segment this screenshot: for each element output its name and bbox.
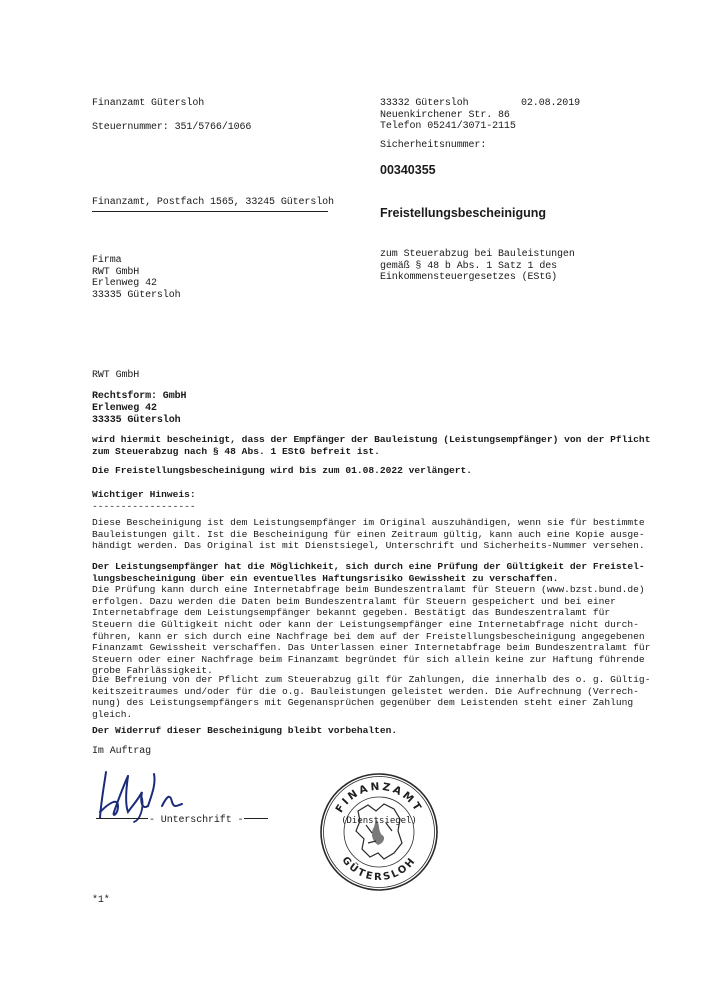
paragraph-line: Die Befreiung von der Pflicht zum Steuerabzug gilt für Zahlungen, die innerhalb des o. g. Gültig-	[92, 674, 651, 685]
paragraph-line: Steuern die Gültigkeit nicht oder kann der Leistungsempfänger eine Internetabfrage nicht durch-	[92, 618, 639, 630]
recipient-address	[92, 255, 181, 301]
security-number: 00340355	[380, 163, 436, 177]
return-address-rule	[92, 211, 328, 212]
seal-top-text: FINANZAMT	[333, 780, 425, 816]
paragraph-original	[92, 517, 645, 552]
paragraph-line: gleich.	[92, 708, 133, 720]
paragraph-line: Die Prüfung kann durch eine Internetabfrage beim Bundeszentralamt für Steuern (www.bzst.bund.de)	[92, 584, 645, 596]
tax-number: Steuernummer: 351/5766/1066	[92, 122, 252, 133]
paragraph-line: erfolgen. Dazu werden die Daten beim Bundeszentralamt für Steuern gespeichert und bei einer	[92, 595, 616, 607]
notice-underline: ------------------	[92, 501, 196, 512]
subtitle-line: Einkommensteuergesetzes (EStG)	[380, 272, 558, 283]
official-seal	[318, 771, 440, 893]
paragraph-bold-line: lungsbescheinigung über ein eventuelles Haftungsrisiko Gewissheit zu verschaffen.	[92, 572, 559, 584]
subtitle-line: zum Steuerabzug bei Bauleistungen	[380, 249, 575, 260]
recipient-line: 33335 Gütersloh	[92, 289, 181, 301]
statement-line: zum Steuerabzug nach § 48 Abs. 1 EStG befreit ist.	[92, 445, 380, 457]
certificate-subtitle	[380, 249, 575, 284]
company-city: 33335 Gütersloh	[92, 415, 181, 426]
recipient-line: Erlenweg 42	[92, 278, 157, 289]
in-order: Im Auftrag	[92, 746, 152, 757]
security-label: Sicherheitsnummer:	[380, 140, 487, 151]
extension-note: Die Freistellungsbescheinigung wird bis zum 01.08.2022 verlängert.	[92, 465, 472, 476]
statement-line: wird hiermit bescheinigt, dass der Empfänger der Bauleistung (Leistungsempfänger) von der Pflicht	[92, 434, 651, 445]
seal-center-text: (Dienstsiegel)	[341, 816, 417, 826]
exemption-statement	[92, 434, 650, 457]
paragraph-exemption-scope	[92, 674, 650, 720]
paragraph-line: führen, kann er sich durch eine Nachfrage bei dem auf der Freistellungsbescheinigung angegebenen	[92, 630, 645, 642]
company-name: RWT GmbH	[92, 370, 140, 381]
paragraph-line: keitszeitraumes und/oder für die o.g. Bauleistungen geleistet werden. Die Aufrechnung (Verrech-	[92, 685, 639, 697]
paragraph-line: Finanzamt Gewissheit verschaffen. Das Unterlassen einer Internetabfrage beim Bundeszentralamt für	[92, 642, 651, 654]
paragraph-line: Bauleistungen gilt. Ist die Bescheinigung für einen Zeitraum gültig, kann auch eine Kopie ausge-	[92, 528, 645, 540]
revocation-note: Der Widerruf dieser Bescheinigung bleibt vorbehalten.	[92, 725, 398, 736]
page-mark: *1*	[92, 895, 110, 906]
office-city: 33332 Gütersloh	[380, 98, 469, 109]
recipient-line: Firma	[92, 255, 122, 266]
certificate-title: Freistellungsbescheinigung	[380, 206, 546, 220]
paragraph-verification	[92, 561, 650, 677]
svg-text:FINANZAMT	[333, 781, 424, 815]
paragraph-line: grobe Fahrlässigkeit.	[92, 665, 213, 677]
paragraph-line: Internetabfrage dem Leistungsempfänger bekannt gegeben. Bestätigt das Bundeszentralamt für	[92, 607, 611, 619]
notice-heading: Wichtiger Hinweis:	[92, 489, 196, 500]
subtitle-line: gemäß § 48 b Abs. 1 Satz 1 des	[380, 260, 558, 272]
sender-office: Finanzamt Gütersloh	[92, 98, 205, 109]
company-legal-form: Rechtsform: GmbH	[92, 391, 187, 402]
paragraph-line: Diese Bescheinigung ist dem Leistungsempfänger im Original auszuhändigen, wenn sie für bestimmte	[92, 517, 645, 528]
paragraph-line: händigt werden. Das Original ist mit Dienstsiegel, Unterschrift und Sicherheits-Nummer versehen.	[92, 540, 645, 552]
svg-text:GÜTERSLOH	[339, 855, 418, 883]
paragraph-line: nung) des Leistungsempfängers mit Gegenansprüchen gegenüber dem Leistenden steht einer Zahlung	[92, 697, 634, 709]
paragraph-line: Steuern oder einer Nachfrage beim Finanzamt begründet für sich allein keine zur Haftung führende	[92, 653, 645, 665]
letter-date: 02.08.2019	[521, 98, 581, 109]
recipient-line: RWT GmbH	[92, 266, 140, 278]
office-street: Neuenkirchener Str. 86	[380, 110, 510, 121]
return-address: Finanzamt, Postfach 1565, 33245 Gütersloh	[92, 197, 334, 208]
company-street: Erlenweg 42	[92, 403, 157, 414]
seal-bottom-text: GÜTERSLOH	[339, 854, 419, 884]
paragraph-bold-line: Der Leistungsempfänger hat die Möglichkeit, sich durch eine Prüfung der Gültigkeit der Freistel-	[92, 561, 645, 572]
signature-label: - Unterschrift -	[149, 815, 244, 826]
office-phone: Telefon 05241/3071-2115	[380, 121, 516, 132]
coat-of-arms-icon	[356, 804, 402, 859]
